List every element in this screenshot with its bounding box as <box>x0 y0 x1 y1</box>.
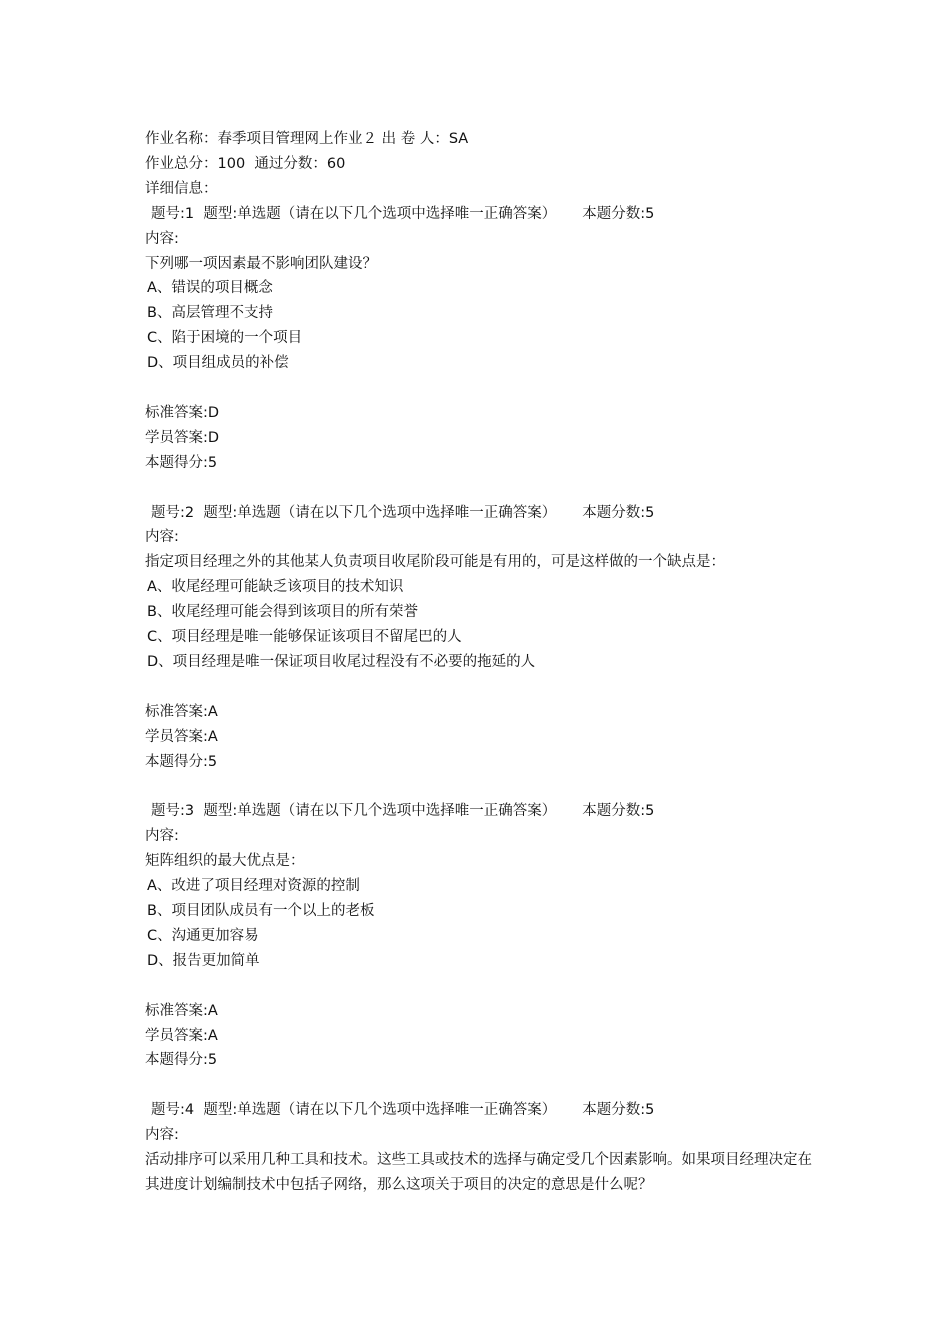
option-c: C、项目经理是唯一能够保证该项目不留尾巴的人 <box>147 629 462 646</box>
question-points: 本题得分:5 <box>145 1052 218 1069</box>
option-d: D、报告更加简单 <box>147 952 260 969</box>
option-c: C、陷于困境的一个项目 <box>147 330 303 347</box>
question-score: 本题分数:5 <box>582 504 655 521</box>
assignment-name: 作业名称：春季项目管理网上作业２ 出 卷 人：SA <box>145 131 469 147</box>
question-block <box>145 202 825 501</box>
question-meta: 题号:4 题型:单选题（请在以下几个选项中选择唯一正确答案） <box>151 1102 557 1119</box>
question-score: 本题分数:5 <box>582 803 655 820</box>
content-label: 内容: <box>145 1127 179 1144</box>
standard-answer: 标准答案:A <box>145 703 218 720</box>
option-b: B、高层管理不支持 <box>147 305 273 322</box>
student-answer: 学员答案:A <box>145 1027 218 1044</box>
question-text: 指定项目经理之外的其他某人负责项目收尾阶段可能是有用的，可是这样做的一个缺点是： <box>145 554 725 571</box>
option-a: A、改进了项目经理对资源的控制 <box>147 878 360 895</box>
spacer <box>145 675 825 700</box>
student-answer: 学员答案:D <box>145 429 220 446</box>
option-a: A、错误的项目概念 <box>147 280 273 297</box>
content-label: 内容: <box>145 230 179 247</box>
spacer <box>145 376 825 401</box>
question-meta: 题号:2 题型:单选题（请在以下几个选项中选择唯一正确答案） <box>151 504 557 521</box>
assignment-scores: 作业总分：100 通过分数：60 <box>145 155 346 172</box>
question-block <box>145 1098 825 1198</box>
option-d: D、项目组成员的补偿 <box>147 355 289 372</box>
option-d: D、项目经理是唯一保证项目收尾过程没有不必要的拖延的人 <box>147 654 536 670</box>
option-b: B、项目团队成员有一个以上的老板 <box>147 903 375 920</box>
student-answer: 学员答案:A <box>145 728 218 745</box>
question-meta: 题号:1 题型:单选题（请在以下几个选项中选择唯一正确答案） <box>151 205 557 222</box>
details-label: 详细信息： <box>145 180 218 197</box>
question-header <box>145 501 825 526</box>
question-header <box>145 799 825 824</box>
question-text: 下列哪一项因素最不影响团队建设？ <box>145 255 377 272</box>
spacer <box>145 1073 825 1098</box>
question-header <box>145 1098 825 1123</box>
question-score: 本题分数:5 <box>582 1102 655 1119</box>
question-header <box>145 202 825 227</box>
document-page <box>145 127 825 1198</box>
spacer <box>145 476 825 501</box>
spacer <box>145 974 825 999</box>
question-score: 本题分数:5 <box>582 205 655 222</box>
spacer <box>145 775 825 800</box>
question-text: 活动排序可以采用几种工具和技术。这些工具或技术的选择与确定受几个因素影响。如果项目经理决定在其进度计划编制技术中包括子网络，那么这项关于项目的决定的意思是什么呢？ <box>145 1152 812 1193</box>
option-a: A、收尾经理可能缺乏该项目的技术知识 <box>147 579 404 596</box>
question-block <box>145 501 825 800</box>
standard-answer: 标准答案:A <box>145 1002 218 1019</box>
question-meta: 题号:3 题型:单选题（请在以下几个选项中选择唯一正确答案） <box>151 803 557 820</box>
option-b: B、收尾经理可能会得到该项目的所有荣誉 <box>147 604 418 621</box>
option-c: C、沟通更加容易 <box>147 927 259 944</box>
question-points: 本题得分:5 <box>145 454 218 471</box>
question-points: 本题得分:5 <box>145 753 218 770</box>
content-label: 内容: <box>145 828 179 845</box>
question-text: 矩阵组织的最大优点是： <box>145 853 305 870</box>
question-block <box>145 799 825 1098</box>
standard-answer: 标准答案:D <box>145 404 220 421</box>
content-label: 内容: <box>145 529 179 546</box>
